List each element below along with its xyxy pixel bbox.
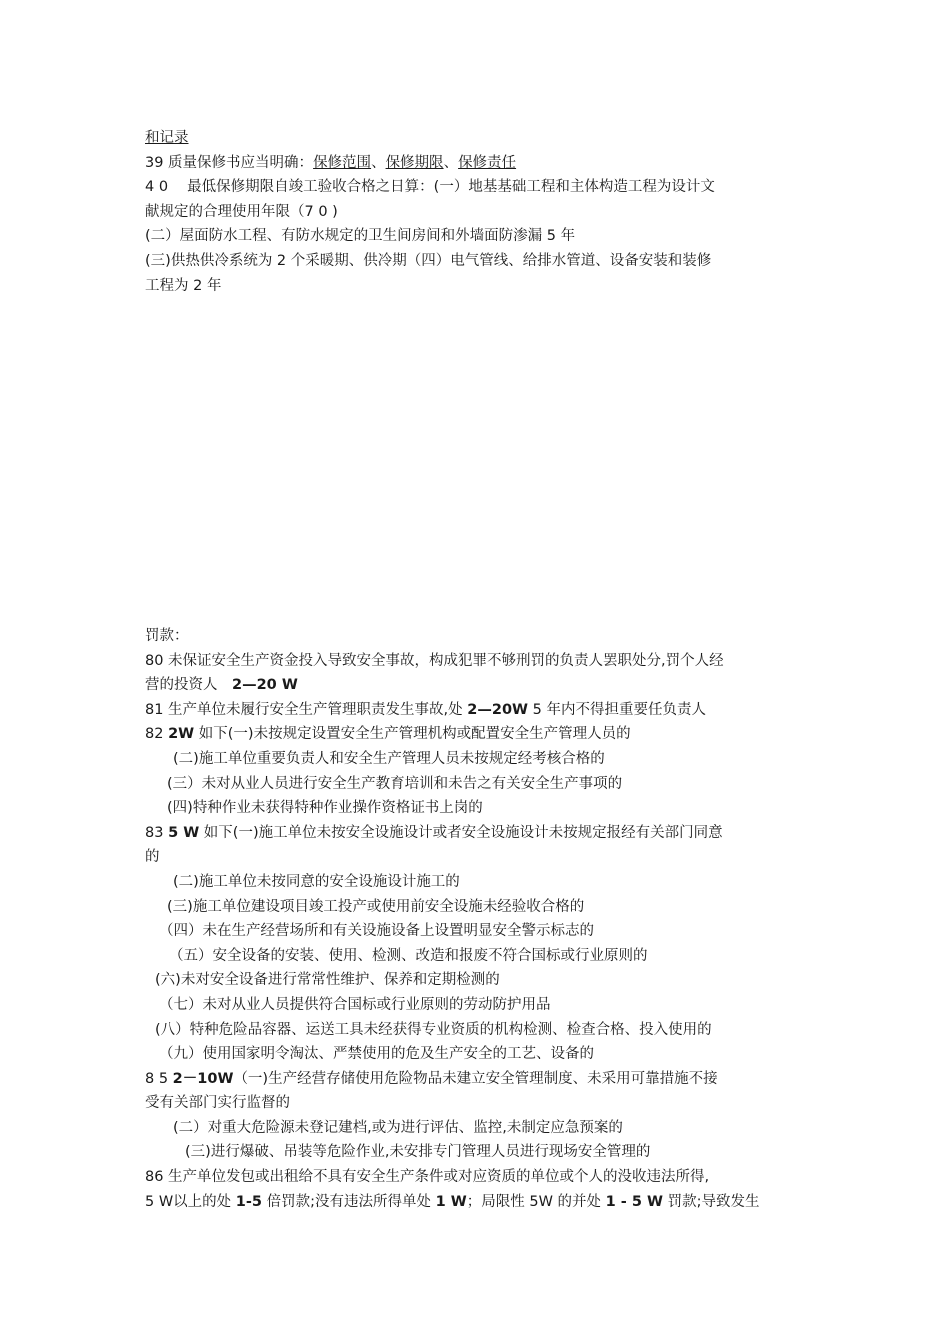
text-span: 5 W以上的处: [145, 1193, 236, 1210]
text-line: (四)特种作业未获得特种作业操作资格证书上岗的: [167, 800, 483, 817]
text-span: 罚款;导致发生: [662, 1193, 760, 1210]
text-line: [145, 722, 825, 747]
text-span: 82: [145, 726, 169, 743]
bold-amount: 1 W: [435, 1193, 467, 1210]
bold-amount: 2—20W: [467, 701, 529, 718]
text-line: [145, 821, 825, 846]
text-span: 和记录: [145, 130, 189, 146]
penalty-section: [145, 624, 825, 1214]
text-span: 81 生产单位未履行安全生产管理职责发生事故,处: [145, 701, 468, 718]
text-span: （一)生产经营存储使用危险物品未建立安全管理制度、未采用可靠措施不接: [233, 1070, 718, 1087]
text-line: (二)施工单位未按同意的安全设施设计施工的: [173, 873, 460, 890]
bold-amount: 1-5: [235, 1193, 262, 1210]
text-span: 83: [145, 824, 169, 841]
text-span: 8 5: [145, 1070, 173, 1087]
text-line: 86 生产单位发包或出租给不具有安全生产条件或对应资质的单位或个人的没收违法所得,: [145, 1169, 710, 1186]
bold-amount: 1 - 5 W: [605, 1193, 663, 1210]
text-line: (二)施工单位重要负责人和安全生产管理人员未按规定经考核合格的: [173, 750, 605, 767]
text-line: （五）安全设备的安装、使用、检测、改造和报废不符合国标或行业原则的: [169, 947, 648, 964]
text-line: (三)供热供冷系统为 2 个采暖期、供冷期（四）电气管线、给排水管道、设备安装和装修: [145, 252, 712, 269]
text-span: ；局限性 5W 的并处: [466, 1193, 606, 1210]
warranty-section: [145, 126, 825, 298]
bold-amount: 2－10W: [172, 1070, 234, 1087]
text-line: 工程为 2 年: [145, 277, 222, 294]
underlined-term: 保修范围: [313, 154, 372, 171]
text-line: (二）屋面防水工程、有防水规定的卫生间房间和外墙面防渗漏 5 年: [145, 228, 576, 245]
text-line: (六)未对安全设备进行常常性维护、保养和定期检测的: [155, 972, 500, 989]
text-span: 39 质量保修书应当明确：: [145, 154, 314, 171]
text-line: 4 0 最低保修期限自竣工验收合格之日算：(一）地基基础工程和主体构造工程为设计文: [145, 179, 715, 196]
text-line: (二）对重大危险源未登记建档,或为进行评估、监控,未制定应急预案的: [173, 1119, 623, 1136]
text-line: 80 未保证安全生产资金投入导致安全事故，构成犯罪不够刑罚的负责人罢职处分,罚个人经: [145, 652, 724, 669]
text-line: 受有关部门实行监督的: [145, 1095, 290, 1112]
text-span: 、: [443, 154, 459, 171]
text-line: (三)施工单位建设项目竣工投产或使用前安全设施未经验收合格的: [167, 898, 585, 915]
text-line: (三）未对从业人员进行安全生产教育培训和未告之有关安全生产事项的: [167, 775, 623, 792]
text-span: 营的投资人: [145, 677, 232, 694]
text-line: [145, 1190, 825, 1215]
bold-amount: 5 W: [168, 824, 200, 841]
bold-amount: 2—20 W: [232, 677, 298, 694]
text-line: 的: [145, 849, 160, 866]
text-line: (八）特种危险品容器、运送工具未经获得专业资质的机构检测、检查合格、投入使用的: [155, 1021, 712, 1038]
text-line: [145, 673, 825, 698]
text-line: [145, 126, 825, 151]
text-line: （四）未在生产经营场所和有关设施设备上设置明显安全警示标志的: [159, 923, 594, 940]
text-line: （九）使用国家明令淘汰、严禁使用的危及生产安全的工艺、设备的: [159, 1046, 594, 1063]
text-span: 、: [371, 154, 386, 171]
underlined-term: 保修期限: [385, 154, 444, 171]
text-line: [145, 1067, 825, 1092]
text-span: 如下(一)未按规定设置安全生产管理机构或配置安全生产管理人员的: [194, 726, 631, 743]
text-span: 5 年内不得担重要任负责人: [528, 701, 706, 718]
text-span: 如下(一)施工单位未按安全设施设计或者安全设施设计未按规定报经有关部门同意: [199, 824, 723, 841]
text-line: 献规定的合理使用年限（7 0 ): [145, 203, 338, 220]
text-line: [145, 151, 825, 176]
underlined-term: 保修责任: [458, 154, 517, 171]
text-line: (三)进行爆破、吊装等危险作业,未安排专门管理人员进行现场安全管理的: [185, 1144, 651, 1161]
text-line: 罚款：: [145, 628, 189, 644]
bold-amount: 2W: [168, 726, 195, 743]
text-line: （七）未对从业人员提供符合国标或行业原则的劳动防护用品: [159, 996, 551, 1013]
text-span: 倍罚款;没有违法所得单处: [261, 1193, 436, 1210]
text-line: [145, 698, 825, 723]
